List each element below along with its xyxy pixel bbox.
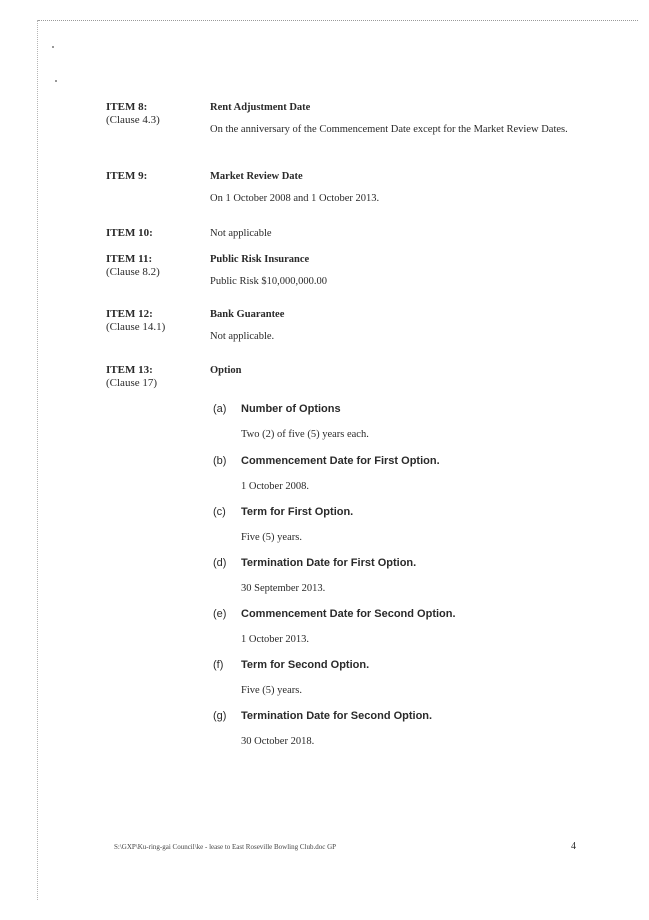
item-13-label-block bbox=[106, 364, 157, 390]
option-value: 30 September 2013. bbox=[241, 583, 326, 594]
option-value: Five (5) years. bbox=[241, 685, 302, 696]
option-title: Term for First Option. bbox=[241, 506, 354, 518]
footer-file-path: S:\GXP\Ku-ring-gai Council\ke - lease to East Roseville Bowling Club.doc GP bbox=[114, 843, 337, 851]
option-value: 30 October 2018. bbox=[241, 736, 315, 747]
option-title: Commencement Date for Second Option. bbox=[241, 608, 456, 620]
item-clause: (Clause 14.1) bbox=[106, 321, 166, 333]
item-label: ITEM 11: bbox=[106, 253, 153, 265]
item-label: ITEM 9: bbox=[106, 170, 148, 182]
item-heading: Bank Guarantee bbox=[210, 309, 285, 320]
option-value: Two (2) of five (5) years each. bbox=[241, 429, 369, 440]
item-9-label-block bbox=[106, 170, 147, 183]
item-label: ITEM 10: bbox=[106, 227, 153, 239]
option-value: 1 October 2013. bbox=[241, 634, 309, 645]
scan-edge-top bbox=[38, 20, 638, 21]
item-11-label-block bbox=[106, 253, 160, 279]
option-title: Termination Date for First Option. bbox=[241, 557, 417, 569]
item-8-value-block bbox=[210, 101, 590, 136]
option-letter: (f) bbox=[213, 659, 224, 671]
item-12-label-block bbox=[106, 308, 165, 334]
item-10-value-block bbox=[210, 227, 590, 240]
item-label: ITEM 8: bbox=[106, 101, 148, 113]
item-heading: Rent Adjustment Date bbox=[210, 102, 311, 113]
item-heading: Public Risk Insurance bbox=[210, 254, 310, 265]
item-text: On the anniversary of the Commencement Date except for the Market Review Dates. bbox=[210, 124, 568, 135]
option-value: 1 October 2008. bbox=[241, 481, 309, 492]
item-10-label-block bbox=[106, 227, 153, 240]
option-title: Number of Options bbox=[241, 403, 341, 415]
item-8-label-block bbox=[106, 101, 160, 127]
item-11-value-block bbox=[210, 253, 590, 288]
item-text: Public Risk $10,000,000.00 bbox=[210, 276, 327, 287]
item-text: On 1 October 2008 and 1 October 2013. bbox=[210, 193, 380, 204]
option-value: Five (5) years. bbox=[241, 532, 302, 543]
item-clause: (Clause 17) bbox=[106, 377, 158, 389]
item-text: Not applicable. bbox=[210, 331, 275, 342]
item-13-value-block bbox=[210, 364, 590, 377]
option-letter: (e) bbox=[213, 608, 227, 620]
item-9-value-block bbox=[210, 170, 590, 205]
item-heading: Market Review Date bbox=[210, 171, 303, 182]
page-number: 4 bbox=[571, 841, 576, 852]
item-label: ITEM 12: bbox=[106, 308, 153, 320]
item-clause: (Clause 8.2) bbox=[106, 266, 160, 278]
option-title: Termination Date for Second Option. bbox=[241, 710, 433, 722]
scan-speck bbox=[52, 46, 54, 48]
item-text: Not applicable bbox=[210, 228, 272, 239]
item-label: ITEM 13: bbox=[106, 364, 153, 376]
option-letter: (g) bbox=[213, 710, 227, 722]
option-title: Commencement Date for First Option. bbox=[241, 455, 440, 467]
scan-speck bbox=[55, 80, 57, 82]
option-letter: (b) bbox=[213, 455, 227, 467]
scan-edge-left bbox=[37, 20, 38, 900]
item-clause: (Clause 4.3) bbox=[106, 114, 160, 126]
option-letter: (c) bbox=[213, 506, 226, 518]
option-letter: (d) bbox=[213, 557, 227, 569]
option-letter: (a) bbox=[213, 403, 227, 415]
option-title: Term for Second Option. bbox=[241, 659, 370, 671]
item-heading: Option bbox=[210, 365, 242, 376]
item-12-value-block bbox=[210, 308, 590, 343]
